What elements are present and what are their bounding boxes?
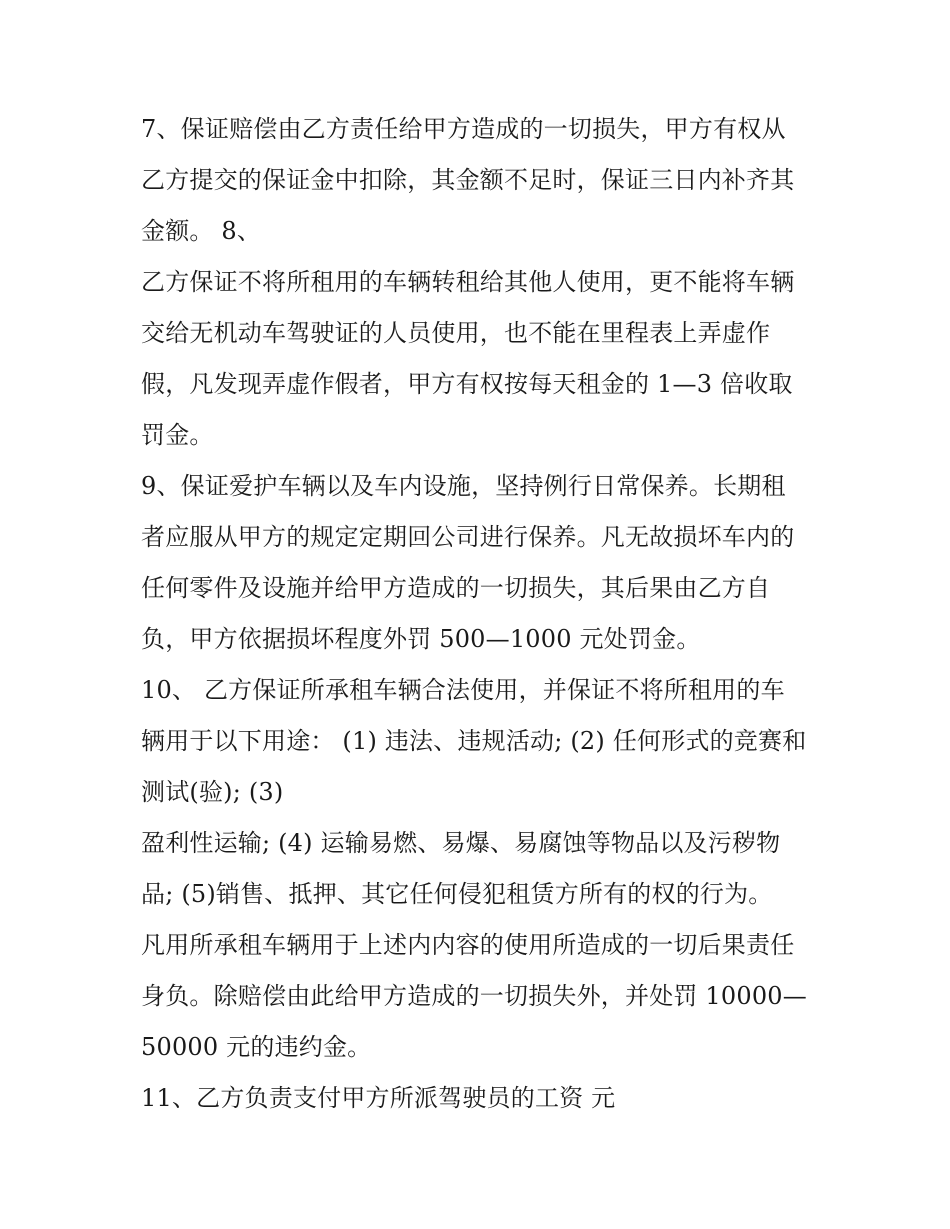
text-line: 测试(验); (3)	[141, 778, 284, 806]
text-line: 任何零件及设施并给甲方造成的一切损失，其后果由乙方自	[141, 574, 771, 602]
text-line: 7、保证赔偿由乙方责任给甲方造成的一切损失，甲方有权从	[141, 115, 786, 143]
text-line: 50000 元的违约金。	[141, 1033, 372, 1061]
text-line: 身负。除赔偿由此给甲方造成的一切损失外，并处罚 10000—	[141, 982, 807, 1010]
text-line: 负，甲方依据损坏程度外罚 500—1000 元处罚金。	[141, 625, 701, 653]
text-line: 辆用于以下用途： (1) 违法、违规活动; (2) 任何形式的竞赛和	[141, 727, 807, 755]
text-line: 乙方提交的保证金中扣除，其金额不足时，保证三日内补齐其	[141, 166, 795, 194]
text-line: 10、 乙方保证所承租车辆合法使用，并保证不将所租用的车	[141, 676, 785, 704]
text-line: 9、保证爱护车辆以及车内设施，坚持例行日常保养。长期租	[141, 472, 786, 500]
text-line: 盈利性运输; (4) 运输易燃、易爆、易腐蚀等物品以及污秽物	[141, 829, 781, 857]
text-line: 者应服从甲方的规定定期回公司进行保养。凡无故损坏车内的	[141, 523, 795, 551]
text-line: 品; (5)销售、抵押、其它任何侵犯租赁方所有的权的行为。	[141, 880, 773, 908]
text-line: 假，凡发现弄虚作假者，甲方有权按每天租金的 1—3 倍收取	[141, 370, 793, 398]
text-line: 交给无机动车驾驶证的人员使用，也不能在里程表上弄虚作	[141, 319, 771, 347]
text-line: 罚金。	[141, 421, 214, 449]
text-line: 金额。 8、	[141, 217, 262, 245]
text-line: 11、乙方负责支付甲方所派驾驶员的工资 元	[141, 1084, 616, 1112]
text-line: 乙方保证不将所租用的车辆转租给其他人使用，更不能将车辆	[141, 268, 795, 296]
text-line: 凡用所承租车辆用于上述内内容的使用所造成的一切后果责任	[141, 931, 795, 959]
